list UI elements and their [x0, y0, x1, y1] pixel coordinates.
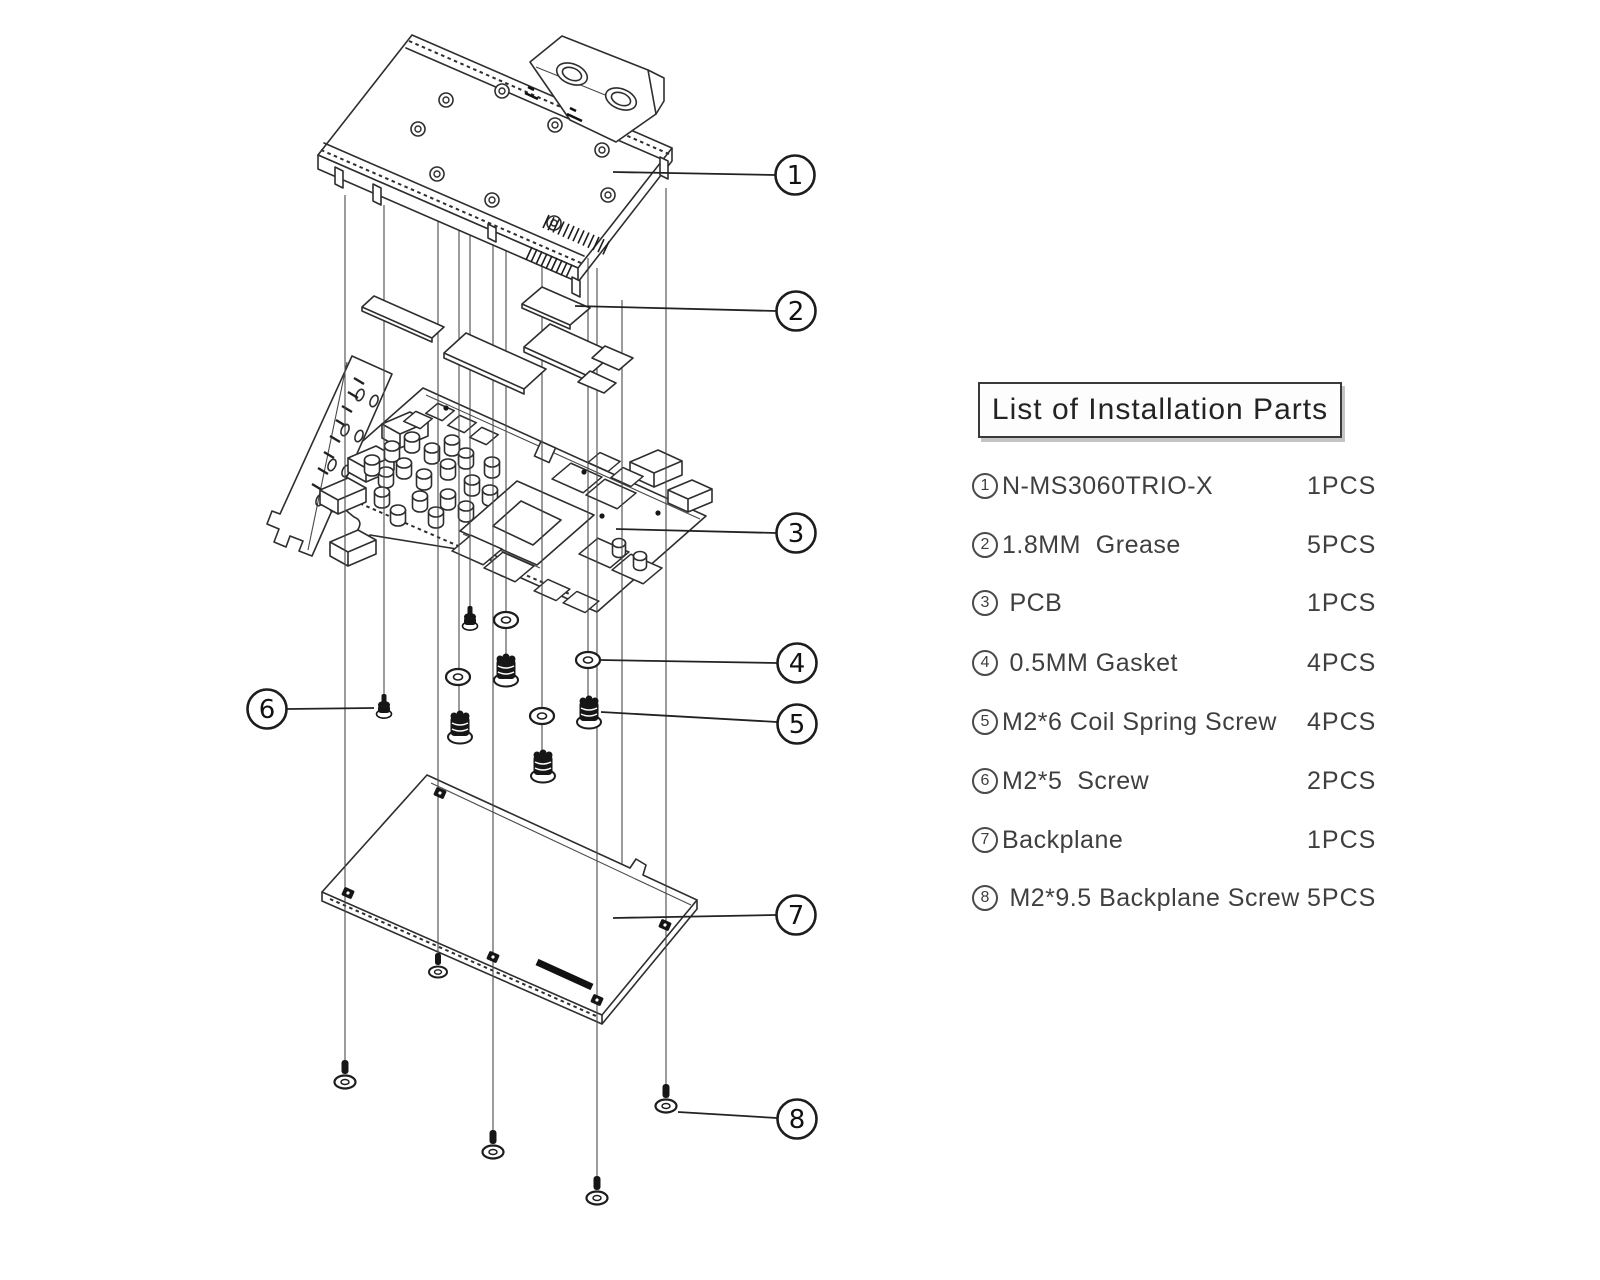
svg-text:3: 3 [787, 519, 805, 549]
item-name: PCB [1002, 588, 1063, 617]
parts-list-item-6 [972, 764, 1392, 798]
item-quantity: 1PCS [1307, 471, 1377, 500]
gaskets [446, 612, 600, 724]
coil-spring-screws [448, 654, 601, 783]
backplane-screws [335, 953, 677, 1205]
item-quantity: 1PCS [1307, 825, 1377, 854]
parts-list-title [978, 382, 1342, 438]
callout-4 [778, 644, 817, 683]
item-number-badge: 4 [972, 650, 998, 676]
svg-text:1: 1 [786, 161, 804, 191]
installation-parts-panel [958, 376, 1398, 936]
callout-3 [777, 514, 816, 553]
parts-list-item-1 [972, 469, 1392, 503]
callout-7 [777, 896, 816, 935]
parts-list-item-5 [972, 705, 1392, 739]
callout-2 [777, 292, 816, 331]
item-number-badge: 2 [972, 532, 998, 558]
item-name: N-MS3060TRIO-X [1002, 471, 1214, 500]
parts-list-item-2 [972, 528, 1392, 562]
item-quantity: 4PCS [1307, 707, 1377, 736]
svg-text:4: 4 [788, 649, 806, 679]
item-name: M2*6 Coil Spring Screw [1002, 707, 1277, 736]
item-name: M2*9.5 Backplane Screw [1002, 883, 1300, 912]
item-quantity: 5PCS [1307, 530, 1377, 559]
water-block [318, 35, 672, 297]
item-number-badge: 7 [972, 827, 998, 853]
item-quantity: 4PCS [1307, 648, 1377, 677]
item-number-badge: 3 [972, 590, 998, 616]
item-number-badge: 1 [972, 473, 998, 499]
item-number-badge: 6 [972, 768, 998, 794]
parts-list-item-4 [972, 646, 1392, 680]
backplane [322, 775, 697, 1024]
item-quantity: 2PCS [1307, 766, 1377, 795]
svg-text:6: 6 [258, 695, 276, 725]
m2x5-screws [377, 606, 478, 718]
item-name: Backplane [1002, 825, 1124, 854]
callout-5 [778, 705, 817, 744]
svg-text:8: 8 [788, 1105, 806, 1135]
item-name: 0.5MM Gasket [1002, 648, 1178, 677]
item-number-badge: 5 [972, 709, 998, 735]
item-name: M2*5 Screw [1002, 766, 1150, 795]
item-quantity: 1PCS [1307, 588, 1377, 617]
grease-pads [362, 287, 633, 394]
callout-1 [776, 156, 815, 195]
item-number-badge: 8 [972, 885, 998, 911]
item-quantity: 5PCS [1307, 883, 1377, 912]
callout-6 [248, 690, 287, 729]
item-name: 1.8MM Grease [1002, 530, 1181, 559]
parts-list-title-text: List of Installation Parts [991, 393, 1329, 426]
svg-text:7: 7 [787, 901, 805, 931]
parts-list-item-8 [972, 881, 1392, 915]
callout-8 [778, 1100, 817, 1139]
parts-list-item-7 [972, 823, 1392, 857]
svg-text:5: 5 [788, 710, 806, 740]
pcb [267, 356, 712, 613]
parts-list-item-3 [972, 586, 1392, 620]
svg-text:2: 2 [787, 297, 805, 327]
